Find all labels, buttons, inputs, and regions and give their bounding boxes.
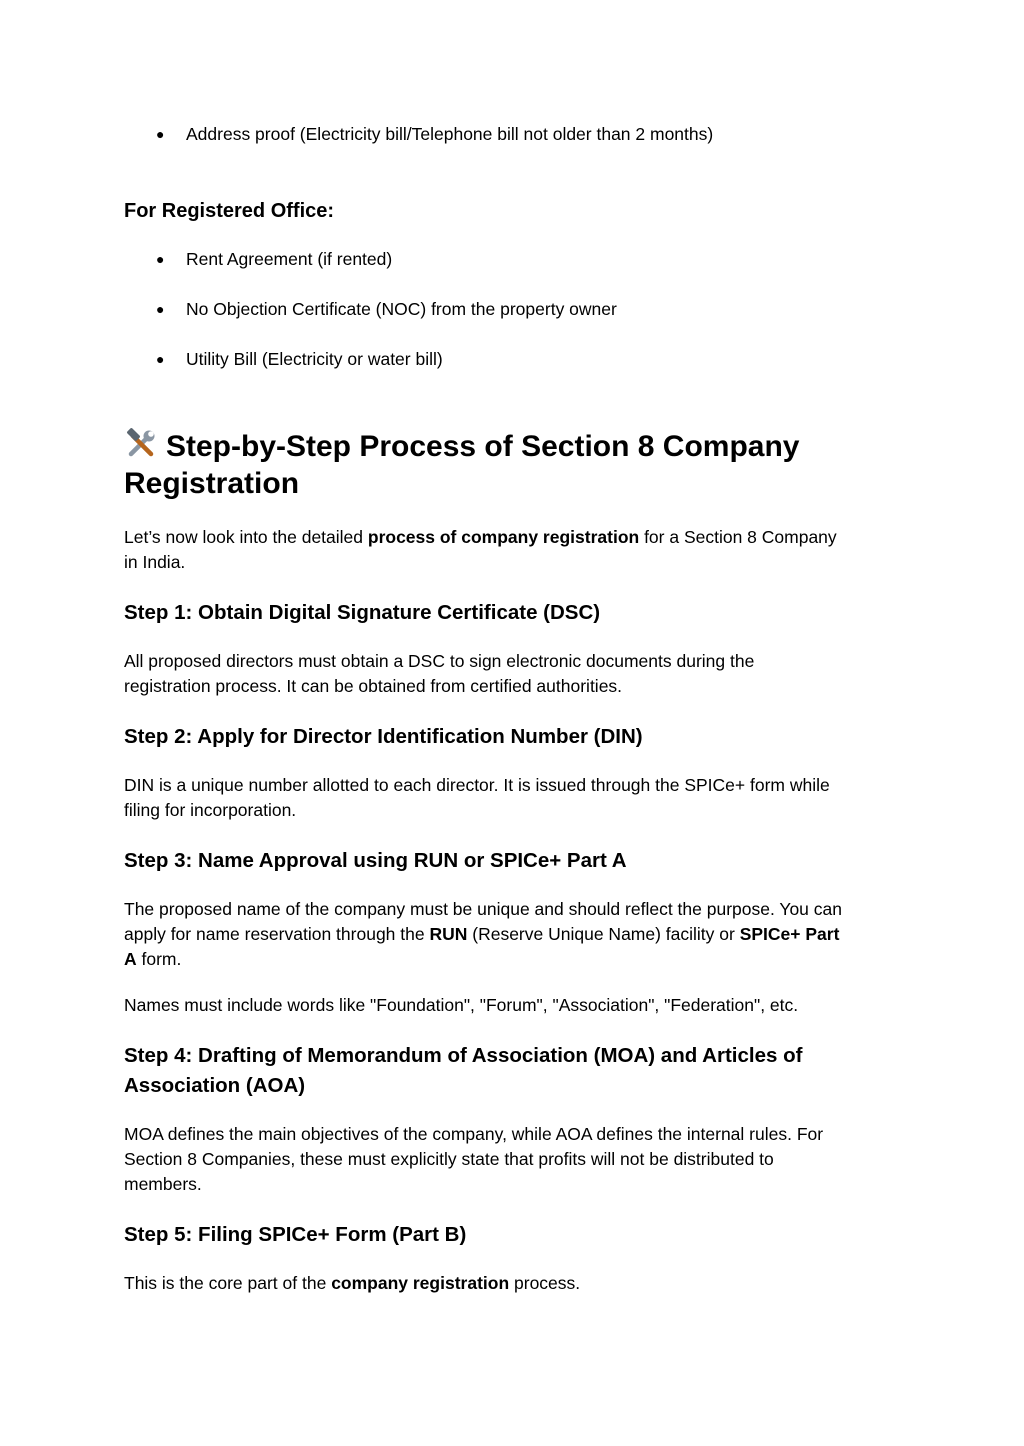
section-title-line1: Step-by-Step Process of Section 8 Company: [166, 430, 800, 463]
step-text: members.: [124, 1174, 202, 1194]
intro-text: in India.: [124, 552, 186, 572]
step-text: The proposed name of the company must be unique and should reflect the purpose. You can: [124, 899, 842, 919]
step-text: Section 8 Companies, these must explicitly state that profits will not be distributed to: [124, 1149, 774, 1169]
step-text: DIN is a unique number allotted to each director. It is issued through the SPICe+ form while: [124, 775, 830, 795]
step-heading: Step 2: Apply for Director Identification Number (DIN): [124, 725, 643, 748]
step-paragraph: [124, 897, 842, 972]
bullet-icon: ●: [156, 126, 165, 142]
step-text: (Reserve Unique Name) facility or: [467, 924, 740, 944]
bullet-icon: ●: [156, 301, 165, 317]
step-heading: Step 1: Obtain Digital Signature Certificate (DSC): [124, 601, 601, 624]
run-bold-text: RUN: [429, 924, 468, 944]
bullet-icon: ●: [156, 351, 165, 367]
section-title: [124, 427, 799, 466]
step-heading: Step 3: Name Approval using RUN or SPICe+ Part A: [124, 849, 627, 872]
list-item-text: Utility Bill (Electricity or water bill): [186, 349, 443, 369]
step-text: form.: [136, 949, 182, 969]
step-text: process.: [509, 1273, 581, 1293]
registered-office-heading: For Registered Office:: [124, 200, 335, 222]
step-text: MOA defines the main objectives of the company, while AOA defines the internal rules. For: [124, 1124, 824, 1144]
list-item-text: No Objection Certificate (NOC) from the property owner: [186, 299, 617, 319]
step-heading-line: Step 4: Drafting of Memorandum of Association (MOA) and Articles of: [124, 1044, 803, 1067]
step-text: filing for incorporation.: [124, 800, 297, 820]
step-paragraph: [124, 1122, 823, 1197]
intro-text: Let’s now look into the detailed: [124, 527, 368, 547]
spice-bold-text: A: [124, 949, 137, 969]
step-text: All proposed directors must obtain a DSC to sign electronic documents during the: [124, 651, 755, 671]
list-item-text: Rent Agreement (if rented): [186, 249, 393, 269]
section-title-line2: Registration: [124, 467, 300, 500]
intro-bold-text: process of company registration: [367, 527, 640, 547]
intro-paragraph: [124, 525, 837, 575]
step-paragraph: [124, 773, 830, 823]
list-item-text: Address proof (Electricity bill/Telephone bill not older than 2 months): [186, 124, 714, 144]
step-text: apply for name reservation through the: [124, 924, 430, 944]
step-paragraph: [124, 649, 754, 699]
hammer-and-wrench-icon: [124, 427, 158, 461]
step-heading-line: Association (AOA): [124, 1074, 306, 1097]
spice-bold-text: SPICe+ Part: [739, 924, 840, 944]
intro-text: for a Section 8 Company: [639, 527, 837, 547]
step-bold-text: company registration: [331, 1273, 510, 1293]
step-paragraph: [124, 1271, 580, 1296]
bullet-icon: ●: [156, 251, 165, 267]
step-note: Names must include words like "Foundation", "Forum", "Association", "Federation", etc.: [124, 995, 799, 1015]
step-text: This is the core part of the: [124, 1273, 332, 1293]
step-heading: Step 5: Filing SPICe+ Form (Part B): [124, 1223, 467, 1246]
step-heading: [124, 1041, 802, 1101]
step-text: registration process. It can be obtained from certified authorities.: [124, 676, 623, 696]
